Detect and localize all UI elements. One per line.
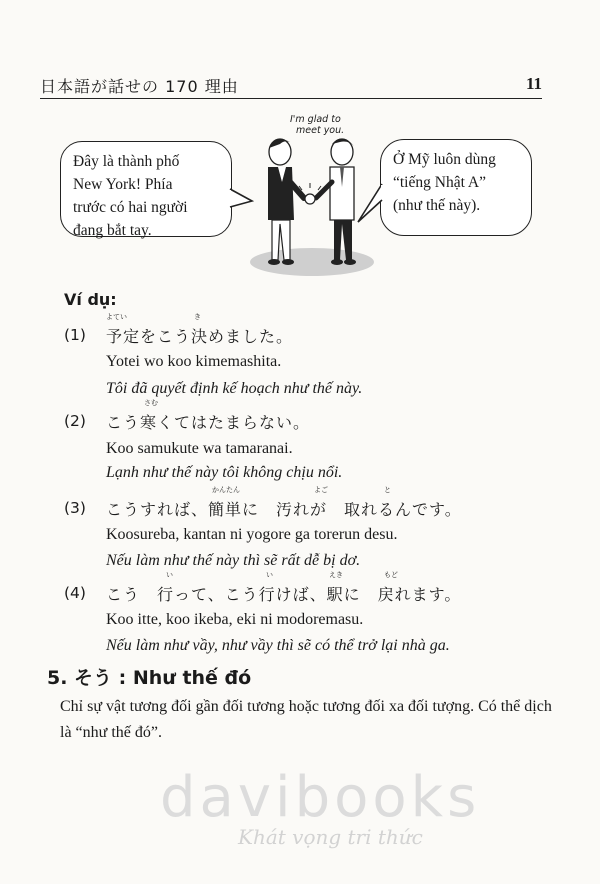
- watermark-logo: davibooks: [160, 765, 481, 830]
- example-romaji: Koosureba, kantan ni yogore ga torerun desu.: [106, 526, 398, 543]
- example-japanese: こう寒くてはたまらない。: [106, 413, 311, 432]
- running-title: 日本語が話せの 170 理由: [40, 77, 239, 96]
- man-left-figure: [268, 139, 304, 265]
- greeting-line: meet you.: [296, 125, 345, 136]
- furigana: えき: [329, 571, 343, 579]
- examples-label: Ví dụ:: [64, 290, 117, 309]
- example-romaji: Yotei wo koo kimemashita.: [106, 353, 282, 370]
- furigana: もど: [384, 571, 398, 579]
- example-japanese: こう 行って、こう行けば、駅に 戻れます。: [106, 585, 462, 604]
- example-japanese: こうすれば、簡単に 汚れが 取れるんです。: [106, 500, 462, 519]
- man-right-figure: [316, 138, 356, 265]
- bubble-left-line: Đây là thành phố: [73, 153, 180, 170]
- furigana: かんたん: [212, 486, 240, 494]
- example-number: (2): [64, 412, 86, 430]
- example-number: (3): [64, 499, 86, 517]
- example-vietnamese: Nếu làm như vầy, như vầy thì sẽ có thể trở lại nhà ga.: [106, 637, 450, 654]
- watermark-tagline: Khát vọng tri thức: [238, 825, 423, 849]
- example-number: (1): [64, 326, 86, 344]
- example-vietnamese: Lạnh như thế này tôi không chịu nổi.: [106, 464, 343, 481]
- handshake-illustration: [244, 112, 380, 280]
- furigana: よご: [314, 486, 328, 494]
- example-romaji: Koo samukute wa tamaranai.: [106, 440, 293, 457]
- furigana: き: [194, 313, 201, 321]
- furigana: と: [384, 486, 391, 494]
- bubble-left-line: đang bắt tay.: [73, 222, 152, 239]
- section-heading: 5. そう : Như thế đó: [47, 667, 252, 689]
- example-number: (4): [64, 584, 86, 602]
- furigana: い: [166, 571, 173, 579]
- furigana: い: [266, 571, 273, 579]
- page-header: [40, 72, 542, 99]
- speech-bubble-left: [60, 141, 232, 237]
- bubble-right-line: “tiếng Nhật A”: [393, 174, 486, 191]
- bubble-left-line: trước có hai người: [73, 199, 188, 216]
- greeting-line: I'm glad to: [290, 114, 341, 125]
- example-romaji: Koo itte, koo ikeba, eki ni modoremasu.: [106, 611, 364, 628]
- furigana: さむ: [144, 399, 158, 407]
- example-vietnamese: Nếu làm như thế này thì sẽ rất dễ bị dơ.: [106, 552, 361, 569]
- example-japanese: 予定をこう決めました。: [106, 327, 294, 346]
- page-number: 11: [525, 74, 542, 93]
- bubble-left-line: New York! Phía: [73, 176, 173, 193]
- bubble-right-line: Ở Mỹ luôn dùng: [393, 151, 496, 168]
- section-paragraph: Chỉ sự vật tương đối gần đối tương hoặc tương đối xa đối tượng. Có thể dịch là “như thế đó”.: [60, 698, 552, 741]
- example-vietnamese: Tôi đã quyết định kế hoạch như thế này.: [106, 380, 363, 397]
- speech-bubble-right: [380, 139, 532, 236]
- bubble-right-line: (như thế này).: [393, 197, 481, 214]
- furigana: よてい: [106, 313, 127, 321]
